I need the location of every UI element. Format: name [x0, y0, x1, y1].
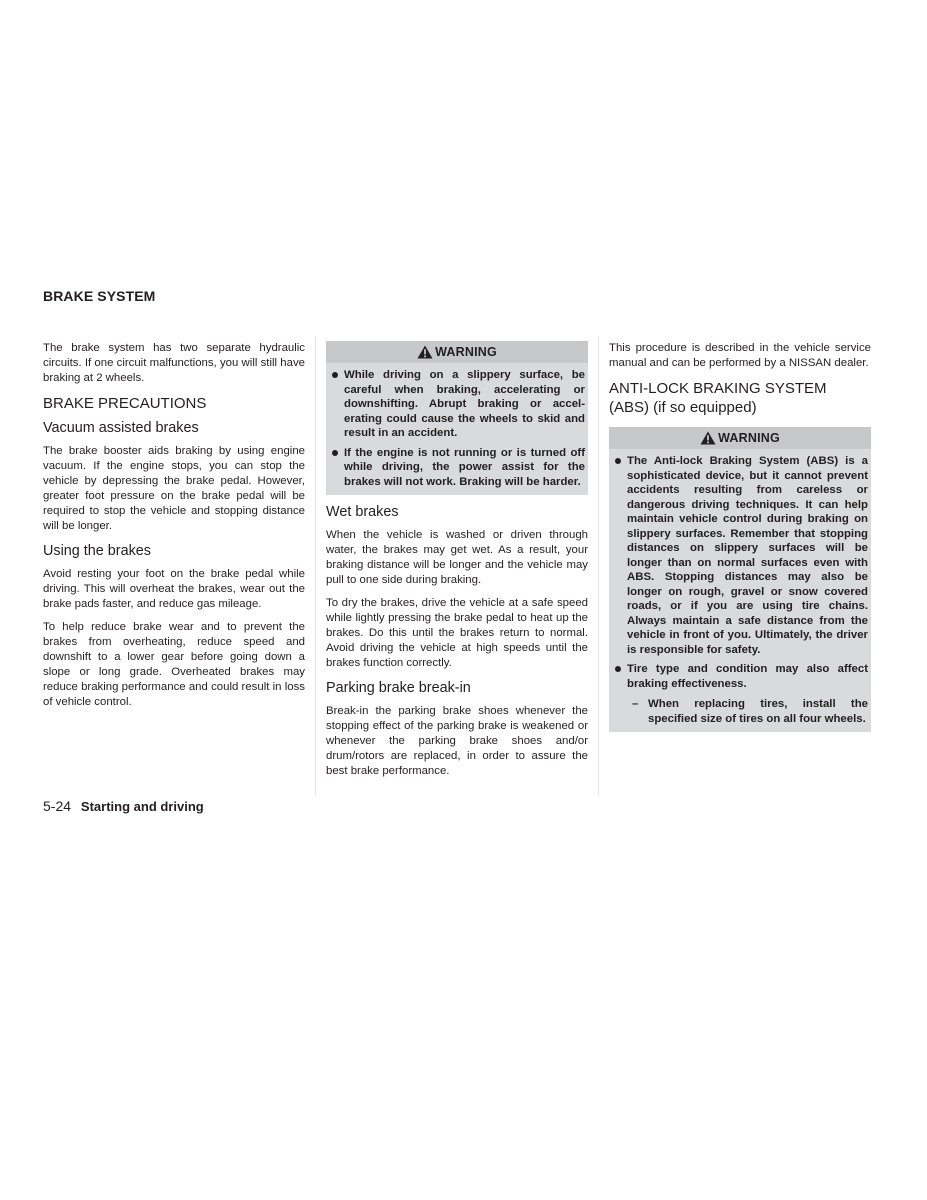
wet-brakes-text-2: To dry the brakes, drive the vehicle at a safe speed while lightly pressing the brake pedal to heat up the brakes. Do this until the brakes return to normal. Avoid driving the vehicle at high speeds until the brakes function correctly. [326, 597, 588, 669]
vacuum-assisted-text: The brake booster aids braking by using engine vacuum. If the engine stops, you can stop the vehicle by depressing the brake pedal. However, greater foot pressure on the brake pedal will be required to stop the vehicle and stopping distance will be longer. [43, 445, 305, 532]
wet-brakes-text-1: When the vehicle is washed or driven through water, the brakes may get wet. As a result, your braking distance will be longer and the vehicle may pull to one side during braking. [326, 529, 588, 586]
column-right [609, 341, 871, 740]
warning-header [609, 427, 871, 449]
chapter-title: Starting and driving [80, 799, 204, 814]
parking-brake-heading: Parking brake break-in [326, 680, 471, 696]
abs-warning-box [609, 427, 871, 732]
column-divider [598, 336, 599, 796]
column-middle [326, 341, 588, 787]
section-title: BRAKE SYSTEM [43, 288, 156, 304]
warning-label: WARNING [718, 431, 780, 445]
using-brakes-text-1: Avoid resting your foot on the brake pedal while driving. This will overheat the brakes, wear out the brake pads faster, and reduce gas mileage. [43, 568, 305, 610]
page-footer [43, 798, 204, 814]
abs-heading [609, 379, 871, 417]
column-left [43, 341, 305, 718]
warning-list [326, 368, 588, 489]
abs-heading-line-1: ANTI-LOCK BRAKING SYSTEM [609, 380, 827, 397]
warning-item: If the engine is not running or is turned off while driving, the power assist for the brakes will not work. Braking will be harder. [331, 446, 585, 490]
warning-triangle-icon [417, 345, 433, 359]
warning-header [326, 341, 588, 363]
warning-box [326, 341, 588, 495]
warning-item: Tire type and condition may also affect braking effectiveness. [614, 662, 868, 691]
warning-subitem: – When replacing tires, install the specified size of tires on all four wheels. [614, 697, 868, 726]
warning-item: While driving on a slippery surface, be careful when braking, accelerating or downshifting. Abrupt braking or accelerating could cause the wheels to skid and result in an accident. [331, 368, 585, 441]
warning-triangle-icon [700, 431, 716, 445]
wet-brakes-heading: Wet brakes [326, 504, 399, 520]
warning-label: WARNING [435, 345, 497, 359]
warning-item: The Anti-lock Braking System (ABS) is a sophisticated device, but it cannot prevent accidents resulting from careless or dangerous driving techniques. It can help maintain vehicle control during braking on slippery surfaces. Remember that stopping distances on slippery surfaces will be longer than on normal surfaces even with ABS. Stopping distances may also be longer on rough, gravel or snow covered roads, or if you are using tire chains. Always maintain a safe distance from the vehicle in front of you. Ultimately, the driver is responsible for safety. [614, 454, 868, 657]
brake-system-intro: The brake system has two separate hydraulic circuits. If one circuit malfunctions, you will still have braking at 2 wheels. [43, 342, 305, 384]
column-divider [315, 336, 316, 796]
using-brakes-heading: Using the brakes [43, 543, 151, 559]
procedure-text: This procedure is described in the vehicle service manual and can be performed by a NISSAN dealer. [609, 342, 871, 369]
page-number: 5-24 [43, 798, 72, 814]
warning-list [609, 454, 871, 726]
using-brakes-text-2: To help reduce brake wear and to prevent the brakes from overheating, reduce speed and downshift to a lower gear before going down a slope or long grade. Overheated brakes may reduce braking performance and could result in loss of vehicle control. [43, 621, 305, 708]
abs-heading-line-2: (ABS) (if so equipped) [609, 399, 757, 416]
brake-precautions-heading: BRAKE PRECAUTIONS [43, 395, 207, 412]
parking-brake-text: Break-in the parking brake shoes whenever the stopping effect of the parking brake is weakened or whenever the parking brake shoes and/or drum/rotors are replaced, in order to assure the best brake performance. [326, 705, 588, 777]
vacuum-assisted-heading: Vacuum assisted brakes [43, 420, 199, 436]
